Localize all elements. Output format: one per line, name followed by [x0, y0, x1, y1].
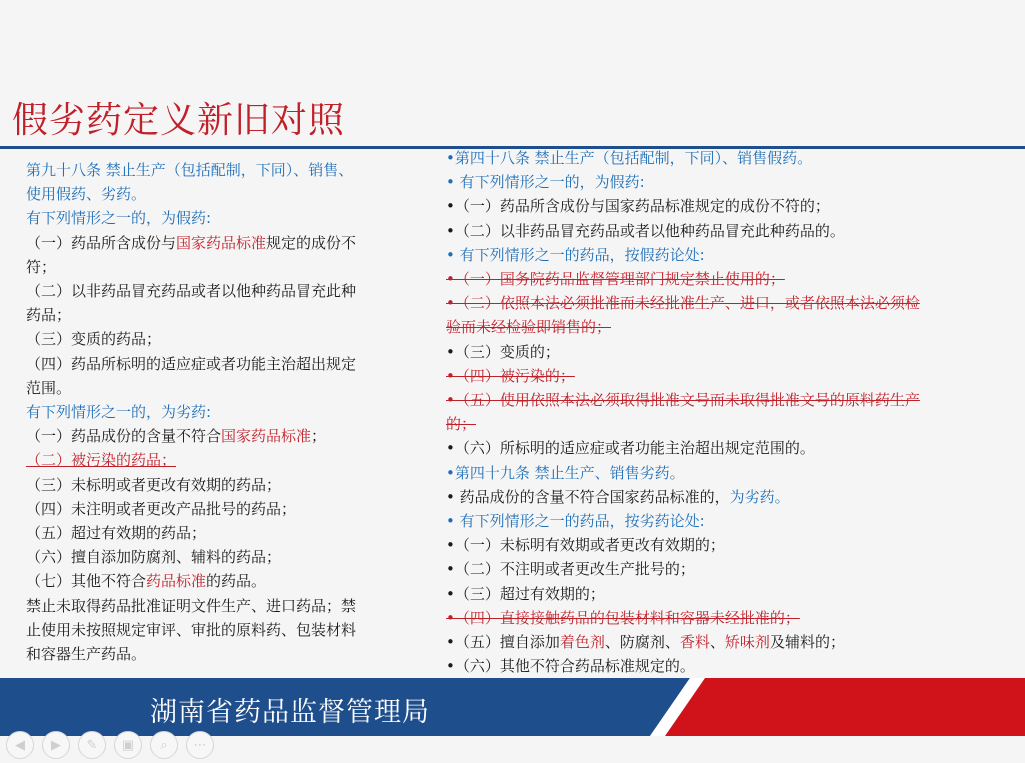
fake-new-item-1: •（一）药品所含成份与国家药品标准规定的成份不符的；	[446, 197, 830, 216]
ban-clause-line1: 禁止未取得药品批准证明文件生产、进口药品；禁	[26, 596, 357, 615]
prev-icon[interactable]: ◀	[6, 731, 34, 759]
pen-icon[interactable]: ✎	[78, 731, 106, 759]
article-48: •第四十八条 禁止生产（包括配制，下同）、销售假药。	[446, 149, 813, 167]
new-law-column	[446, 146, 1006, 678]
inferior-item-4: （四）未注明或者更改产品批号的药品；	[26, 499, 297, 518]
fake-item-2: （二）以非药品冒充药品或者以他种药品冒充此种	[26, 282, 357, 301]
fake-item-1: （一）药品所含成份与国家药品标准规定的成份不	[26, 233, 357, 252]
fake-drug-heading: 有下列情形之一的，为假药:	[26, 209, 212, 228]
more-icon[interactable]: ⋯	[186, 731, 214, 759]
treated-inferior-item-3: •（三）超过有效期的；	[446, 584, 605, 603]
inferior-item-5: （五）超过有效期的药品；	[26, 524, 207, 543]
treated-as-fake-heading: • 有下列情形之一的药品，按假药论处:	[446, 245, 705, 264]
zoom-icon[interactable]: ⌕	[150, 731, 178, 759]
fake-item-4-cont: 范围。	[26, 378, 72, 397]
old-law-column	[26, 158, 418, 666]
treated-fake-item-4: •（四）被污染的；	[446, 366, 575, 385]
inferior-item-3: （三）未标明或者更改有效期的药品；	[26, 475, 282, 494]
treated-inferior-item-5: •（五）擅自添加着色剂、防腐剂、香料、矫味剂及辅料的；	[446, 633, 845, 652]
treated-fake-item-5-cont: 的；	[446, 415, 477, 434]
article-49: •第四十九条 禁止生产、销售劣药。	[446, 463, 685, 482]
fake-item-1-cont: 符；	[26, 257, 57, 276]
treated-fake-item-3: •（三）变质的；	[446, 342, 560, 361]
fake-drug-heading-new: • 有下列情形之一的，为假药:	[446, 173, 645, 192]
fake-item-3: （三）变质的药品；	[26, 330, 162, 349]
treated-inferior-item-6: •（六）其他不符合药品标准规定的。	[446, 657, 695, 676]
treated-as-inferior-heading: • 有下列情形之一的药品，按劣药论处:	[446, 512, 705, 531]
treated-inferior-item-1: •（一）未标明有效期或者更改有效期的；	[446, 536, 725, 555]
next-icon[interactable]: ▶	[42, 731, 70, 759]
article-98-line1: 第九十八条 禁止生产（包括配制，下同）、销售、	[26, 161, 354, 179]
fake-new-item-2: •（二）以非药品冒充药品或者以他种药品冒充此种药品的。	[446, 221, 845, 240]
treated-fake-item-2-cont: 验而未经检验即销售的；	[446, 318, 612, 337]
inferior-item-7: （七）其他不符合药品标准的药品。	[26, 572, 267, 591]
article-98-line2: 使用假药、劣药。	[26, 185, 147, 204]
ban-clause-line3: 和容器生产药品。	[26, 645, 147, 664]
treated-inferior-item-4: •（四）直接接触药品的包装材料和容器未经批准的；	[446, 608, 800, 627]
treated-fake-item-2: •（二）依照本法必须批准而未经批准生产、进口，或者依照本法必须检	[446, 294, 920, 313]
organization-name: 湖南省药品监督管理局	[150, 697, 430, 728]
inferior-item-2: （二）被污染的药品；	[26, 451, 177, 470]
treated-fake-item-6: •（六）所标明的适应症或者功能主治超出规定范围的。	[446, 439, 815, 458]
inferior-drug-heading: 有下列情形之一的，为劣药:	[26, 403, 212, 422]
slide-title: 假劣药定义新旧对照	[12, 100, 346, 141]
ban-clause-line2: 止使用未按照规定审评、审批的原料药、包装材料	[26, 620, 357, 639]
inferior-definition: • 药品成份的含量不符合国家药品标准的，为劣药。	[446, 487, 790, 506]
fake-item-2-cont: 药品；	[26, 306, 72, 325]
treated-fake-item-5: •（五）使用依照本法必须取得批准文号而未取得批准文号的原料药生产	[446, 391, 920, 410]
inferior-item-1: （一）药品成份的含量不符合国家药品标准；	[26, 427, 327, 446]
treated-inferior-item-2: •（二）不注明或者更改生产批号的；	[446, 560, 695, 579]
inferior-item-6: （六）擅自添加防腐剂、辅料的药品；	[26, 548, 282, 567]
treated-fake-item-1: •（一）国务院药品监督管理部门规定禁止使用的；	[446, 270, 785, 289]
copy-icon[interactable]: ▣	[114, 731, 142, 759]
slideshow-toolbar	[6, 731, 214, 759]
fake-item-4: （四）药品所标明的适应症或者功能主治超出规定	[26, 354, 357, 373]
